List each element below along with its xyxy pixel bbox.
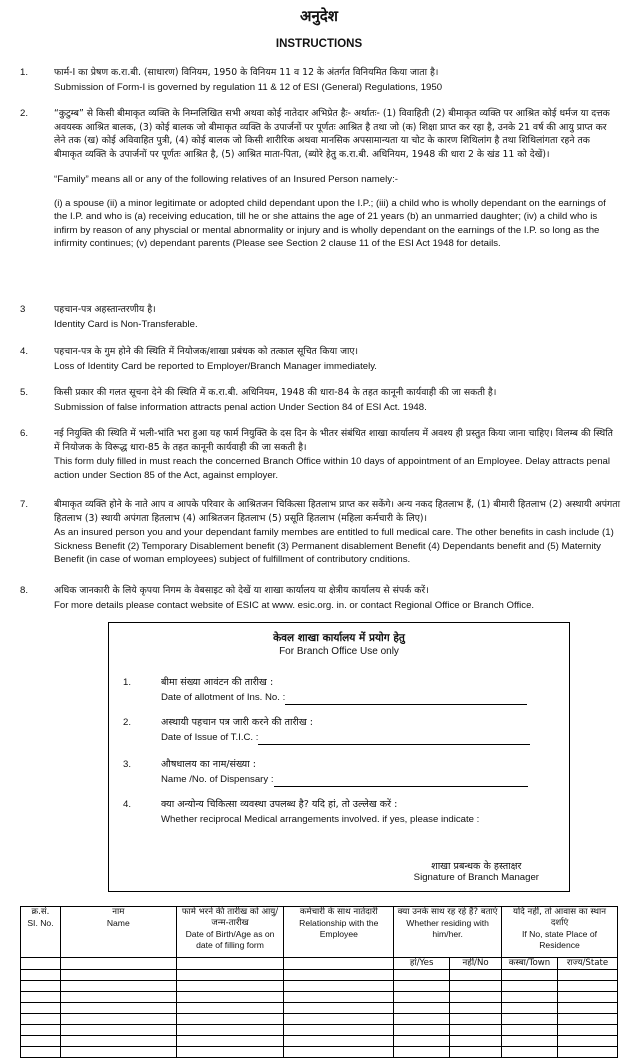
- item-number: 7.: [20, 499, 29, 510]
- field-label-english: Date of allotment of Ins. No. :: [161, 692, 286, 703]
- branch-field-reciprocal: [123, 797, 479, 827]
- subheader-state: राज्य/State: [557, 958, 617, 970]
- item-number: 6.: [20, 428, 29, 439]
- item-number: 3: [20, 304, 26, 315]
- header-residing: क्या उनके साथ रह रहे हैं? बताएं Whether residing with him/her.: [394, 907, 502, 958]
- instruction-item-3: [20, 303, 620, 337]
- instruction-item-5: [20, 386, 620, 420]
- field-label-hindi: बीमा संख्या आवंटन की तारीख :: [161, 677, 274, 688]
- branch-box-title-english: For Branch Office Use only: [279, 646, 399, 657]
- field-label-english: Name /No. of Dispensary :: [161, 774, 274, 785]
- item-text-hindi: बीमाकृत व्यक्ति होने के नाते आप व आपके परिवार के आश्रितजन चिकित्सा हितलाभ प्राप्त कर सकेंगे। अन्य नकद हितलाभ हैं, (1) बीमारी हितलाभ (2) अस्थायी अपंगता हितलाभ (3) स्थायी अपंगता हितलाभ (4) आश्रितजन हितलाभ (5) प्रसूति हितलाभ (महिला कर्मचारी के लिए)।: [54, 499, 620, 524]
- item-number: 8.: [20, 585, 29, 596]
- instruction-item-2: [20, 107, 620, 257]
- subheader-town: कस्बा/Town: [502, 958, 558, 970]
- item-number: 5.: [20, 387, 29, 398]
- header-dob-age: फार्म भरने की तारीख को आयु/जन्म-तारीख Date of Birth/Age as on date of filling form: [176, 907, 284, 958]
- item-text-hindi: पहचान-पत्र अहस्तान्तरणीय है।: [54, 304, 156, 315]
- field-number: 2.: [123, 717, 132, 728]
- title-english: INSTRUCTIONS: [275, 38, 363, 50]
- table-header-row: [21, 907, 618, 958]
- instruction-item-1: [20, 66, 620, 100]
- dispensary-field[interactable]: [274, 775, 528, 787]
- tic-issue-date-field[interactable]: [258, 733, 530, 745]
- item-text-english-2: (i) a spouse (ii) a minor legitimate or adopted child dependant upon the I.P.; (iii) a child who is wholly dependant on the earnings of the I.P. and who is (a) receiving education, till he or she attains the age of 21 years (b) an unmarried daughter; (iv) a child who is infirm by reason of any physcial or mental abnormality or injury and is wholly dependant on the earnings of the I.P. so long as the infirmity continues; (v) dependant parents (Please see Section 2 clause 11 of the ESI Act 1948 for details.: [54, 197, 606, 249]
- table-row: [21, 1014, 618, 1025]
- header-place-of-residence: यदि नहीं, तो आवास का स्थान दर्शाएं If No, state Place of Residence: [502, 907, 618, 958]
- item-text-english: Loss of Identity Card be reported to Employer/Branch Manager immediately.: [54, 360, 377, 372]
- header-name: नाम Name: [60, 907, 176, 958]
- field-number: 3.: [123, 759, 132, 770]
- item-text-hindi: “कुटुम्ब” से किसी बीमाकृत व्यक्ति के निम्नलिखित सभी अथवा कोई नातेदार अभिप्रेत हैः- अर्थातः- (1) विवाहिती (2) बीमाकृत व्यक्ति पर आश्रित कोई धर्मज या दत्तक अवयस्क आश्रित बालक, (3) कोई बालक जो बीमाकृत व्यक्ति के उपार्जनों पर पूर्णतः आश्रित है तथा जो (क) शिक्षा प्राप्त कर रहा है, उनके 21 वर्ष की आयु प्राप्त कर लेने तक (ख) कोई अविवाहित पुत्री, (4) कोई बालक जो किसी शारीरिक अथवा मानसिक अपसामान्यता या चोट के कारण शिथिलांग है तथा शिथिलांगता रहने तक बीमाकृत व्यक्ति के उपार्जनों पर पूर्णतः आश्रित है, (5) आश्रित माता-पिता, (ब्योरे हेतु क.रा.बी. अधिनियम, 1948 की धारा 2 के खंड 11 को देखें)।: [54, 108, 610, 160]
- table-row: [21, 1047, 618, 1058]
- branch-manager-signature: [414, 859, 539, 883]
- field-label-hindi: क्या अन्योन्य चिकित्सा व्यवस्था उपलब्ध है? यदि हां, तो उल्लेख करें :: [161, 799, 398, 810]
- table-row: [21, 992, 618, 1003]
- field-label-english: Date of Issue of T.I.C. :: [161, 732, 259, 743]
- branch-field-dispensary: [123, 757, 528, 787]
- subheader-no: नहीं/No: [450, 958, 502, 970]
- item-number: 4.: [20, 346, 29, 357]
- table-row: [21, 970, 618, 981]
- item-text-hindi: अधिक जानकारी के लिये कृपया निगम के वेबसाइट को देखें या शाखा कार्यालय या क्षेत्रीय कार्यालय से संपर्क करें।: [54, 585, 429, 596]
- item-number: 1.: [20, 67, 29, 78]
- item-text-hindi: किसी प्रकार की गलत सूचना देने की स्थिति में क.रा.बी. अधिनियम, 1948 की धारा-84 के तहत कानूनी कार्यवाही की जा सकती है।: [54, 387, 497, 398]
- branch-field-allotment-date: [123, 675, 527, 705]
- table-row: [21, 1025, 618, 1036]
- instruction-item-8: [20, 584, 620, 618]
- item-text-hindi: फार्म-I का प्रेषण क.रा.बी. (साधारण) विनियम, 1950 के विनियम 11 व 12 के अंतर्गत विनियमित किया जाता है।: [54, 67, 439, 78]
- item-text-english: Submission of Form-I is governed by regulation 11 & 12 of ESI (General) Regulations, 1950: [54, 81, 443, 93]
- header-relationship: कर्मचारी के साथ नातेदारी Relationship with the Employee: [284, 907, 394, 958]
- instruction-item-7: [20, 498, 620, 573]
- branch-box-title-hindi: केवल शाखा कार्यालय में प्रयोग हेतु: [273, 632, 405, 644]
- field-label-english: Whether reciprocal Medical arrangements involved. if yes, please indicate :: [161, 814, 480, 825]
- title-hindi: अनुदेश: [300, 7, 338, 25]
- item-text-english: Submission of false information attracts penal action Under Section 84 of ESI Act. 1948.: [54, 401, 427, 413]
- item-text-english: “Family” means all or any of the following relatives of an Insured Person namely:-: [54, 174, 398, 185]
- branch-field-tic-date: [123, 715, 530, 745]
- allotment-date-field[interactable]: [285, 693, 527, 705]
- item-number: 2.: [20, 108, 29, 119]
- item-text-hindi: पहचान-पत्र के गुम होने की स्थिति में नियोजक/शाखा प्रबंधक को तत्काल सूचित किया जाए।: [54, 346, 359, 357]
- branch-office-box: [108, 622, 570, 892]
- table-row: [21, 1003, 618, 1014]
- field-label-hindi: औषधालय का नाम/संख्या :: [161, 759, 256, 770]
- table-row: [21, 1036, 618, 1047]
- item-text-english: This form duly filled in must reach the concerned Branch Office within 10 days of appointment of an Employee. Delay attracts penal action under Section 85 of the Act, against employer.: [54, 456, 611, 481]
- instruction-item-6: [20, 427, 620, 488]
- field-number: 1.: [123, 677, 132, 688]
- item-text-english: Identity Card is Non-Transferable.: [54, 318, 198, 330]
- item-text-english: As an insured person you and your dependant family membes are entitled to full medical care. The other benefits in cash include (1) Sickness Benefit (2) Temporary Disablement benefit (3) Permanent disablement Benefit (4) Dependants benefit and (5) Maternity Benefit (in case of woman employees) subject of fulfillment of contributory cnditions.: [54, 527, 614, 565]
- field-number: 4.: [123, 799, 132, 810]
- item-text-hindi: नई नियुक्ति की स्थिति में भली-भांति भरा हुआ यह फार्म नियुक्ति के दस दिन के भीतर संबंधित शाखा कार्यालय में अवश्य ही प्रस्तुत किया जाना चाहिए। विलम्ब की स्थिति में नियोजक के विरूद्ध धारा-85 के तहत कानूनी कार्यवाही की जा सकती है।: [54, 428, 613, 453]
- table-row: [21, 981, 618, 992]
- item-text-english: For more details please contact website of ESIC at www. esic.org. in. or contact Regional Office or Branch Office.: [54, 599, 535, 611]
- table-subheader-row: [21, 958, 618, 970]
- field-label-hindi: अस्थायी पहचान पत्र जारी करने की तारीख :: [161, 717, 313, 728]
- signature-label-english: Signature of Branch Manager: [413, 872, 539, 883]
- subheader-yes: हां/Yes: [394, 958, 450, 970]
- family-details-table: [20, 906, 618, 1058]
- signature-label-hindi: शाखा प्रबन्धक के हस्ताक्षर: [431, 861, 522, 872]
- header-sl-no: क्र.सं. SI. No.: [21, 907, 61, 958]
- instruction-item-4: [20, 345, 620, 379]
